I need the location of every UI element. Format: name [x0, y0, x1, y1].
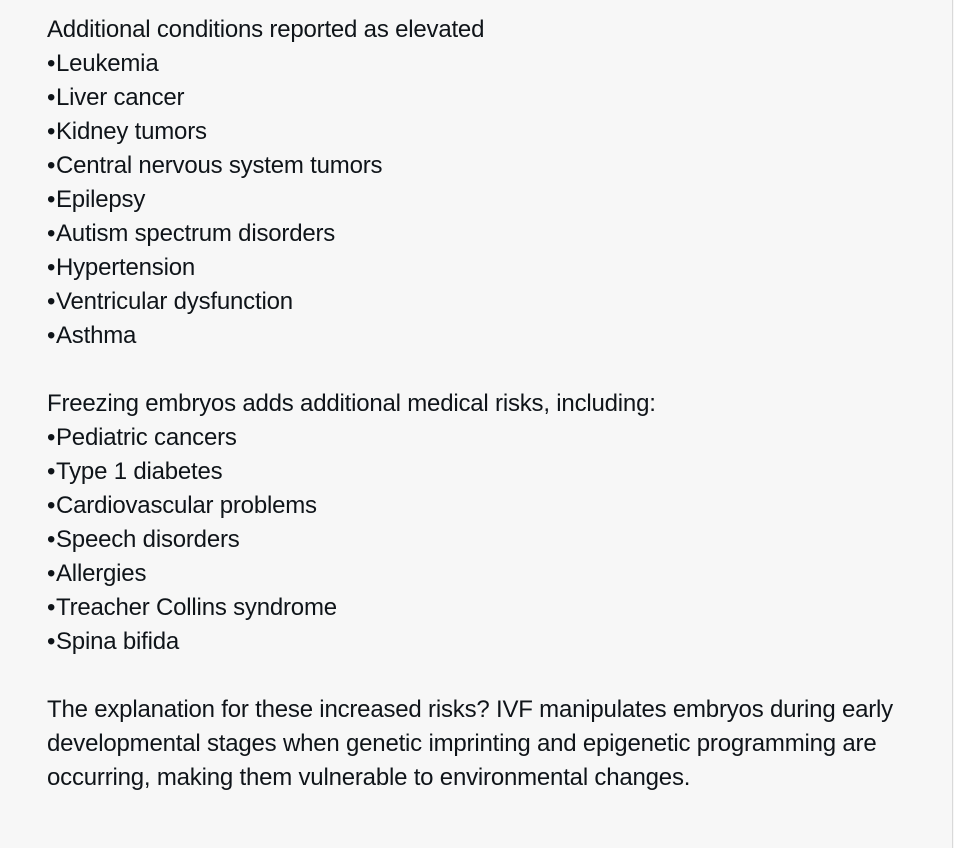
list-item: [47, 217, 937, 251]
list-item: [47, 523, 937, 557]
list-item-label: Speech disorders: [56, 526, 240, 553]
bullet-icon: •: [47, 84, 56, 111]
section-heading-elevated-conditions: Additional conditions reported as elevated: [47, 16, 485, 43]
list-item-label: Epilepsy: [56, 186, 146, 213]
bullet-icon: •: [47, 458, 56, 485]
list-item: [47, 149, 937, 183]
list-item-label: Central nervous system tumors: [56, 152, 383, 179]
paragraph-gap: [47, 353, 937, 387]
list-item: [47, 625, 937, 659]
bullet-icon: •: [47, 492, 56, 519]
bullet-icon: •: [47, 594, 56, 621]
list-item-label: Cardiovascular problems: [56, 492, 317, 519]
list-item-label: Hypertension: [56, 254, 196, 281]
list-item-label: Ventricular dysfunction: [56, 288, 293, 315]
bullet-icon: •: [47, 220, 56, 247]
list-item-label: Type 1 diabetes: [56, 458, 223, 485]
list-item-label: Leukemia: [56, 50, 159, 77]
list-item: [47, 81, 937, 115]
bullet-icon: •: [47, 288, 56, 315]
list-item: [47, 115, 937, 149]
bullet-icon: •: [47, 186, 56, 213]
list-item: [47, 455, 937, 489]
bullet-icon: •: [47, 628, 56, 655]
list-item: [47, 47, 937, 81]
bullet-icon: •: [47, 424, 56, 451]
list-item-label: Kidney tumors: [56, 118, 207, 145]
list-item: [47, 183, 937, 217]
closing-paragraph: The explanation for these increased risks? IVF manipulates embryos during early developmental stages when genetic imprinting and epigenetic programming are occurring, making them vulnerable to environmental changes.: [47, 696, 893, 791]
bullet-icon: •: [47, 526, 56, 553]
bullet-icon: •: [47, 50, 56, 77]
bullet-icon: •: [47, 322, 56, 349]
bullet-icon: •: [47, 152, 56, 179]
bullet-icon: •: [47, 254, 56, 281]
paragraph-gap: [47, 659, 937, 693]
list-item: [47, 285, 937, 319]
section-heading-freezing-embryos: Freezing embryos adds additional medical risks, including:: [47, 390, 656, 417]
list-item: [47, 319, 937, 353]
bullet-icon: •: [47, 118, 56, 145]
list-item: [47, 421, 937, 455]
list-item: [47, 489, 937, 523]
list-item-label: Asthma: [56, 322, 137, 349]
list-item: [47, 557, 937, 591]
list-item-label: Treacher Collins syndrome: [56, 594, 337, 621]
list-item-label: Liver cancer: [56, 84, 185, 111]
bullet-icon: •: [47, 560, 56, 587]
list-item: [47, 591, 937, 625]
list-item-label: Allergies: [56, 560, 147, 587]
list-item-label: Autism spectrum disorders: [56, 220, 336, 247]
list-item-label: Pediatric cancers: [56, 424, 237, 451]
post-content: [47, 13, 937, 795]
list-item-label: Spina bifida: [56, 628, 180, 655]
list-item: [47, 251, 937, 285]
